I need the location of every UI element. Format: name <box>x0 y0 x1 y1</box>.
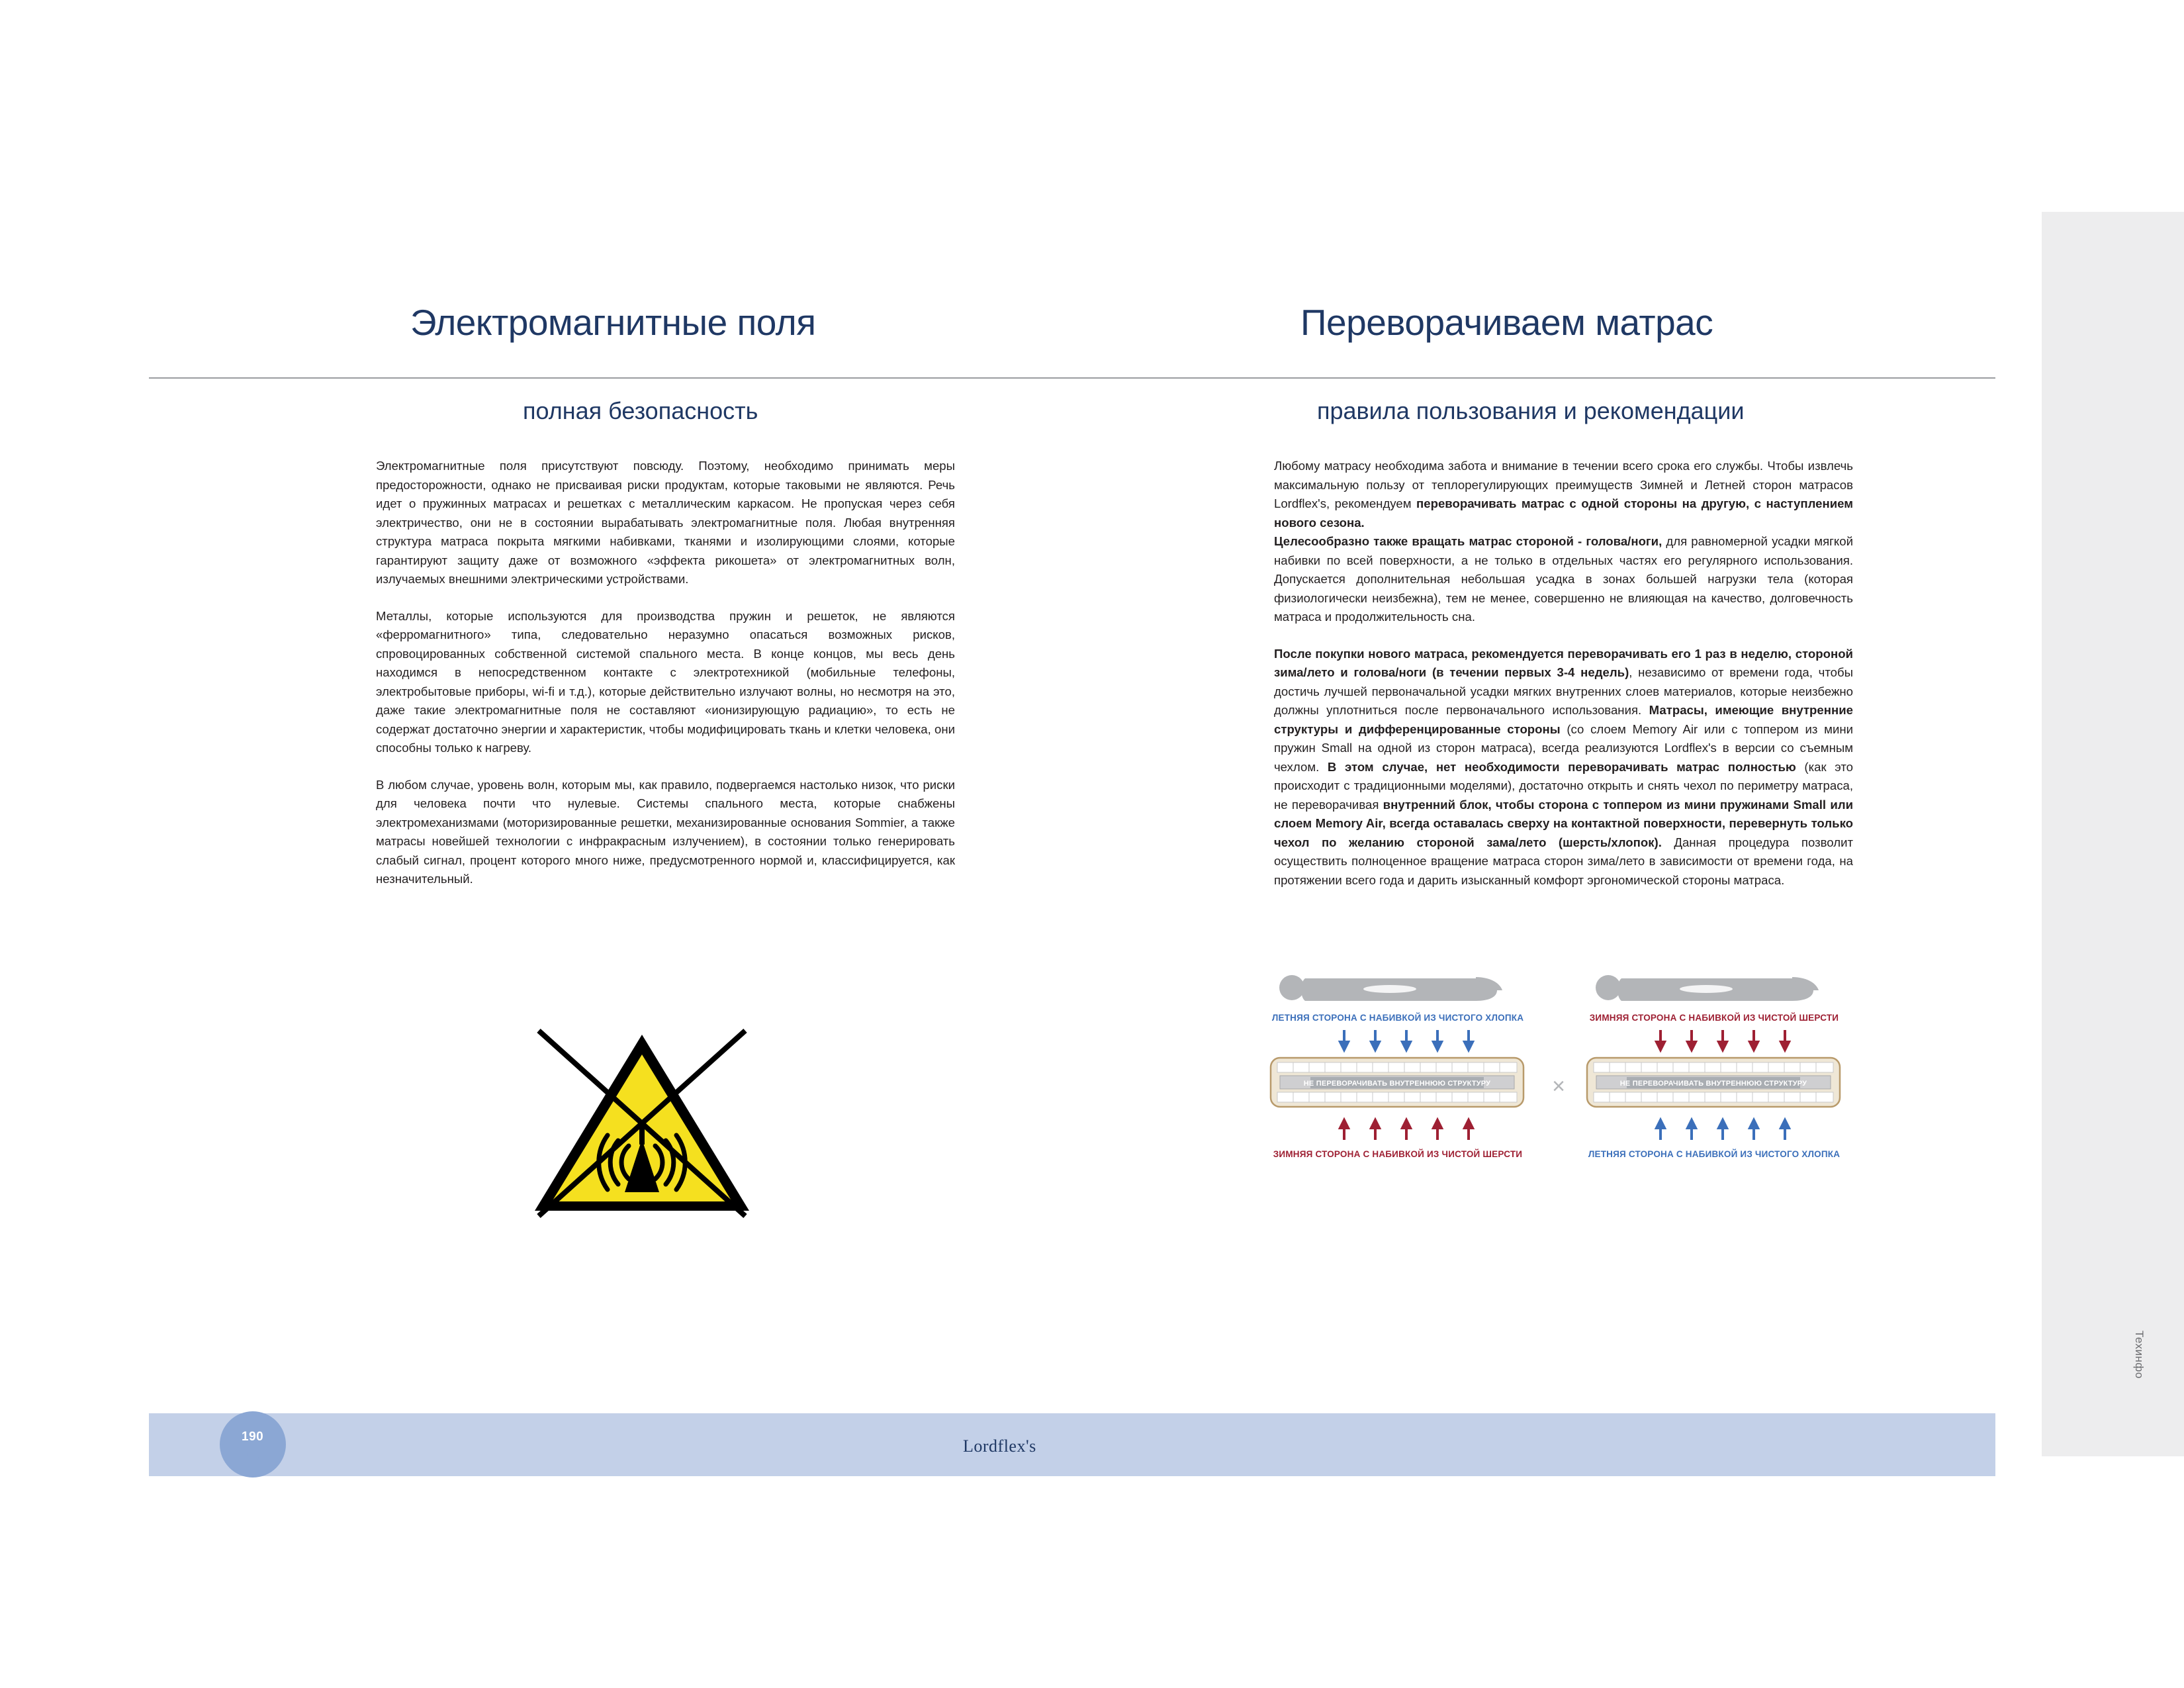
paragraph: Электромагнитные поля присутствуют повсюду. Поэтому, необходимо принимать меры предосторожности, однако не присваивая риски продуктам, которые таковыми не являются. Речь идет о пружинных матрасах и решетках с металлическим каркасом. Не пропуская через себя электричество, они не в состоянии вырабатывать электромагнитные поля. Любая внутренняя структура матраса покрыта мягкими набивками, тканями и изолирующими слоями, которые гарантируют защиту даже от возможного «эффекта рикошета» от электромагнитных волн, излучаемых внешними электрическими устройствами. <box>376 459 955 586</box>
page-number: 190 <box>242 1430 264 1444</box>
right-diagram-core-label: НЕ ПЕРЕВОРАЧИВАТЬ ВНУТРЕННЮЮ СТРУКТУРУ <box>1619 1080 1807 1088</box>
mattress-flip-illustration <box>1257 973 1860 1238</box>
right-section-subtitle: правила пользования и рекомендации <box>1317 397 1745 424</box>
side-tab-label: Техинфо <box>2133 1331 2146 1379</box>
left-section-subtitle: полная безопасность <box>523 397 758 424</box>
right-diagram-top-label: ЗИМНЯЯ СТОРОНА С НАБИВКОЙ ИЗ ЧИСТОЙ ШЕРСТИ <box>1589 1013 1839 1023</box>
page-number-badge <box>218 1410 288 1479</box>
hazard-sign-illustration <box>529 1023 754 1221</box>
brand-logo-text: Lordflex's <box>963 1436 1036 1456</box>
emphasis-text: Матрасы, имеющие внутренние структуры и дифференцированные стороны <box>1274 703 1853 736</box>
paragraph: В любом случае, уровень волн, которым мы, как правило, подвергаемся настолько низок, что риски для человека почти что нулевые. Системы спального места, которые снабжены электромеханизмами (моторизированные решетки, механизированные основания Sommier, а также матрасы новейшей технологии с инфракрасным излучением), в состоянии только генерировать слабый сигнал, процент которого много ниже, предусмотренного нормой и, классифицируется, как незначительный. <box>376 777 955 886</box>
emphasis-text: В этом случае, нет необходимости переворачивать матрас полностью <box>1327 759 1796 774</box>
plain-text: Любому матрасу необходима забота и внимание в течении всего срока его службы. Чтобы извлечь максимальную пользу от теплорегулирующих преимуществ Зимней и Летней сторон матрасов Lordflex's, рекомендуем <box>1274 459 1853 510</box>
header-divider <box>149 377 1995 379</box>
left-diagram-top-label: ЛЕТНЯЯ СТОРОНА С НАБИВКОЙ ИЗ ЧИСТОГО ХЛОПКА <box>1271 1013 1524 1023</box>
emphasis-text: переворачивать матрас с одной стороны на другую, с наступлением нового сезона. <box>1274 496 1853 530</box>
emphasis-text: Целесообразно также вращать матрас стороной - голова/ноги, <box>1274 534 1662 548</box>
paragraph: Металлы, которые используются для производства пружин и решеток, не являются «ферромагнитного» типа, следовательно неразумно опасаться возможных рисков, спровоцированных собственной системой спального места. В конце концов, мы весь день находимся в непосредственном контакте с электротехникой (мобильные телефоны, электробытовые приборы, wi-fi и т.д.), которые действительно излучают волны, но несмотря на это, даже такие электромагнитные поля не составляют «ионизирующую радиацию», то есть не содержат достаточно энергии и характеристик, чтобы модифицировать ткань и клетки человека, они способны только к нагреву. <box>376 608 955 755</box>
plain-text: (со слоем Memory Air или с топпером из мини пружин Small на одной из сторон матраса), всегда реализуются Lordflex's в версии со съемным чехлом. <box>1274 722 1853 774</box>
right-section-title: Переворачиваем матрас <box>1300 302 1713 343</box>
left-section-title: Электромагнитные поля <box>410 302 816 343</box>
footer-bar <box>149 1413 1995 1476</box>
paragraph <box>1274 532 1853 627</box>
diagram-separator-icon: × <box>1552 1074 1565 1099</box>
right-diagram-bottom-label: ЛЕТНЯЯ СТОРОНА С НАБИВКОЙ ИЗ ЧИСТОГО ХЛОПКА <box>1588 1149 1841 1159</box>
plain-text: Данная процедура позволит осуществить полноценное вращение матраса сторон зима/лето в зависимости от времени года, на протяжении всего года и дарить изысканный комфорт эргономической стороны матраса. <box>1274 835 1853 887</box>
emphasis-text: внутренний блок, чтобы сторона с топпером из мини пружинами Small или слоем Memory Air, всегда оставалась сверху на контактной поверхности, перевернуть только чехол по желанию стороной зама/лето (шерсть/хлопок). <box>1274 797 1854 849</box>
plain-text: (как это происходит с традиционными моделями), достаточно открыть и снять чехол по периметру матраса, не переворачивая <box>1274 759 1853 812</box>
plain-text: для равномерной усадки мягкой набивки по всей поверхности, а не только в отдельных частях его регулярного использования. Допускается дополнительная небольшая усадка в зонах большей нагрузки тела (которая физиологически неизбежна), тем не менее, совершенно не влияющая на качество, долговечность матраса и продолжительность сна. <box>1274 534 1853 624</box>
paragraph <box>1274 457 1853 532</box>
right-body-text <box>1274 457 1853 890</box>
paragraph <box>1274 645 1853 890</box>
emphasis-text: После покупки нового матраса, рекомендуется переворачивать его 1 раз в неделю, стороной зима/лето и голова/ноги (в течении первых 3-4 недель) <box>1274 646 1853 679</box>
plain-text: , независимо от времени года, чтобы достичь лучшей первоначальной усадки мягких внутренних слоев материалов, которые неизбежно должны уплотниться после первоначального использования. <box>1274 665 1853 717</box>
left-diagram-bottom-label: ЗИМНЯЯ СТОРОНА С НАБИВКОЙ ИЗ ЧИСТОЙ ШЕРСТИ <box>1273 1149 1523 1159</box>
side-tab-strip <box>2042 212 2184 1456</box>
left-body-text <box>376 457 955 889</box>
left-diagram-core-label: НЕ ПЕРЕВОРАЧИВАТЬ ВНУТРЕННЮЮ СТРУКТУРУ <box>1303 1080 1491 1088</box>
